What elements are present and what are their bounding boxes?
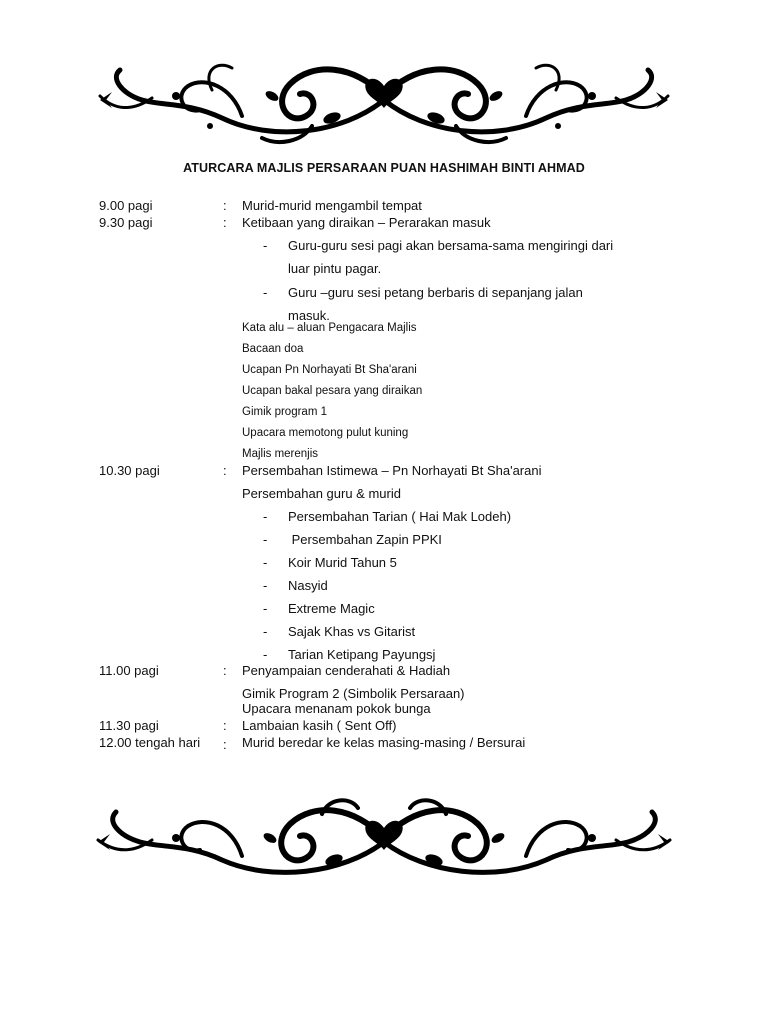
schedule-activity: Murid beredar ke kelas masing-masing / Bersurai bbox=[242, 735, 526, 750]
schedule-activity: Murid-murid mengambil tempat bbox=[242, 198, 422, 213]
performance-item: Koir Murid Tahun 5 bbox=[288, 555, 397, 570]
page-title: ATURCARA MAJLIS PERSARAAN PUAN HASHIMAH BINTI AHMAD bbox=[183, 161, 585, 175]
bullet-dash: - bbox=[263, 238, 268, 253]
schedule-activity: Lambaian kasih ( Sent Off) bbox=[242, 718, 397, 733]
schedule-activity: Penyampaian cenderahati & Hadiah bbox=[242, 663, 451, 678]
performance-item: Extreme Magic bbox=[288, 601, 375, 616]
sub-item: Ucapan Pn Norhayati Bt Sha'arani bbox=[242, 364, 417, 376]
floral-scroll-ornament-icon bbox=[92, 794, 676, 886]
schedule-activity: Upacara menanam pokok bunga bbox=[242, 701, 431, 716]
schedule-time: 11.30 pagi bbox=[99, 718, 159, 733]
schedule-time: 10.30 pagi bbox=[99, 463, 160, 478]
sub-item: Gimik program 1 bbox=[242, 406, 327, 418]
schedule-activity: Ketibaan yang diraikan – Perarakan masuk bbox=[242, 215, 491, 230]
bullet-dash: - bbox=[263, 578, 268, 593]
bullet-dash: - bbox=[263, 509, 268, 524]
separator: : bbox=[223, 737, 227, 752]
schedule-activity: Persembahan Istimewa – Pn Norhayati Bt Sha'arani bbox=[242, 463, 542, 478]
bullet-text: luar pintu pagar. bbox=[288, 261, 382, 276]
performance-item: Nasyid bbox=[288, 578, 328, 593]
floral-scroll-ornament-icon bbox=[92, 56, 676, 148]
sub-item: Majlis merenjis bbox=[242, 448, 319, 460]
schedule-activity: Gimik Program 2 (Simbolik Persaraan) bbox=[242, 686, 465, 701]
performance-item: Tarian Ketipang Payungsj bbox=[288, 647, 436, 662]
section-heading: Persembahan guru & murid bbox=[242, 486, 401, 501]
sub-item: Kata alu – aluan Pengacara Majlis bbox=[242, 322, 417, 334]
bullet-dash: - bbox=[263, 555, 268, 570]
bullet-dash: - bbox=[263, 624, 268, 639]
separator: : bbox=[223, 463, 227, 478]
bullet-text: Guru –guru sesi petang berbaris di sepanjang jalan bbox=[288, 285, 583, 300]
bullet-dash: - bbox=[263, 647, 268, 662]
bullet-dash: - bbox=[263, 285, 268, 300]
bullet-dash: - bbox=[263, 601, 268, 616]
bullet-text: Guru-guru sesi pagi akan bersama-sama mengiringi dari bbox=[288, 238, 614, 253]
separator: : bbox=[223, 718, 227, 733]
sub-item: Upacara memotong pulut kuning bbox=[242, 427, 409, 439]
bullet-text: masuk. bbox=[288, 308, 330, 323]
bullet-dash: - bbox=[263, 532, 268, 547]
performance-item: Persembahan Tarian ( Hai Mak Lodeh) bbox=[288, 509, 512, 524]
schedule-time: 12.00 tengah hari bbox=[99, 735, 201, 750]
separator: : bbox=[223, 198, 227, 213]
schedule-time: 9.30 pagi bbox=[99, 215, 153, 230]
schedule-time: 11.00 pagi bbox=[99, 663, 159, 678]
sub-item: Ucapan bakal pesara yang diraikan bbox=[242, 385, 423, 397]
separator: : bbox=[223, 663, 227, 678]
sub-item: Bacaan doa bbox=[242, 343, 304, 355]
separator: : bbox=[223, 215, 227, 230]
performance-item: Persembahan Zapin PPKI bbox=[288, 532, 442, 547]
schedule-time: 9.00 pagi bbox=[99, 198, 153, 213]
performance-item: Sajak Khas vs Gitarist bbox=[288, 624, 416, 639]
